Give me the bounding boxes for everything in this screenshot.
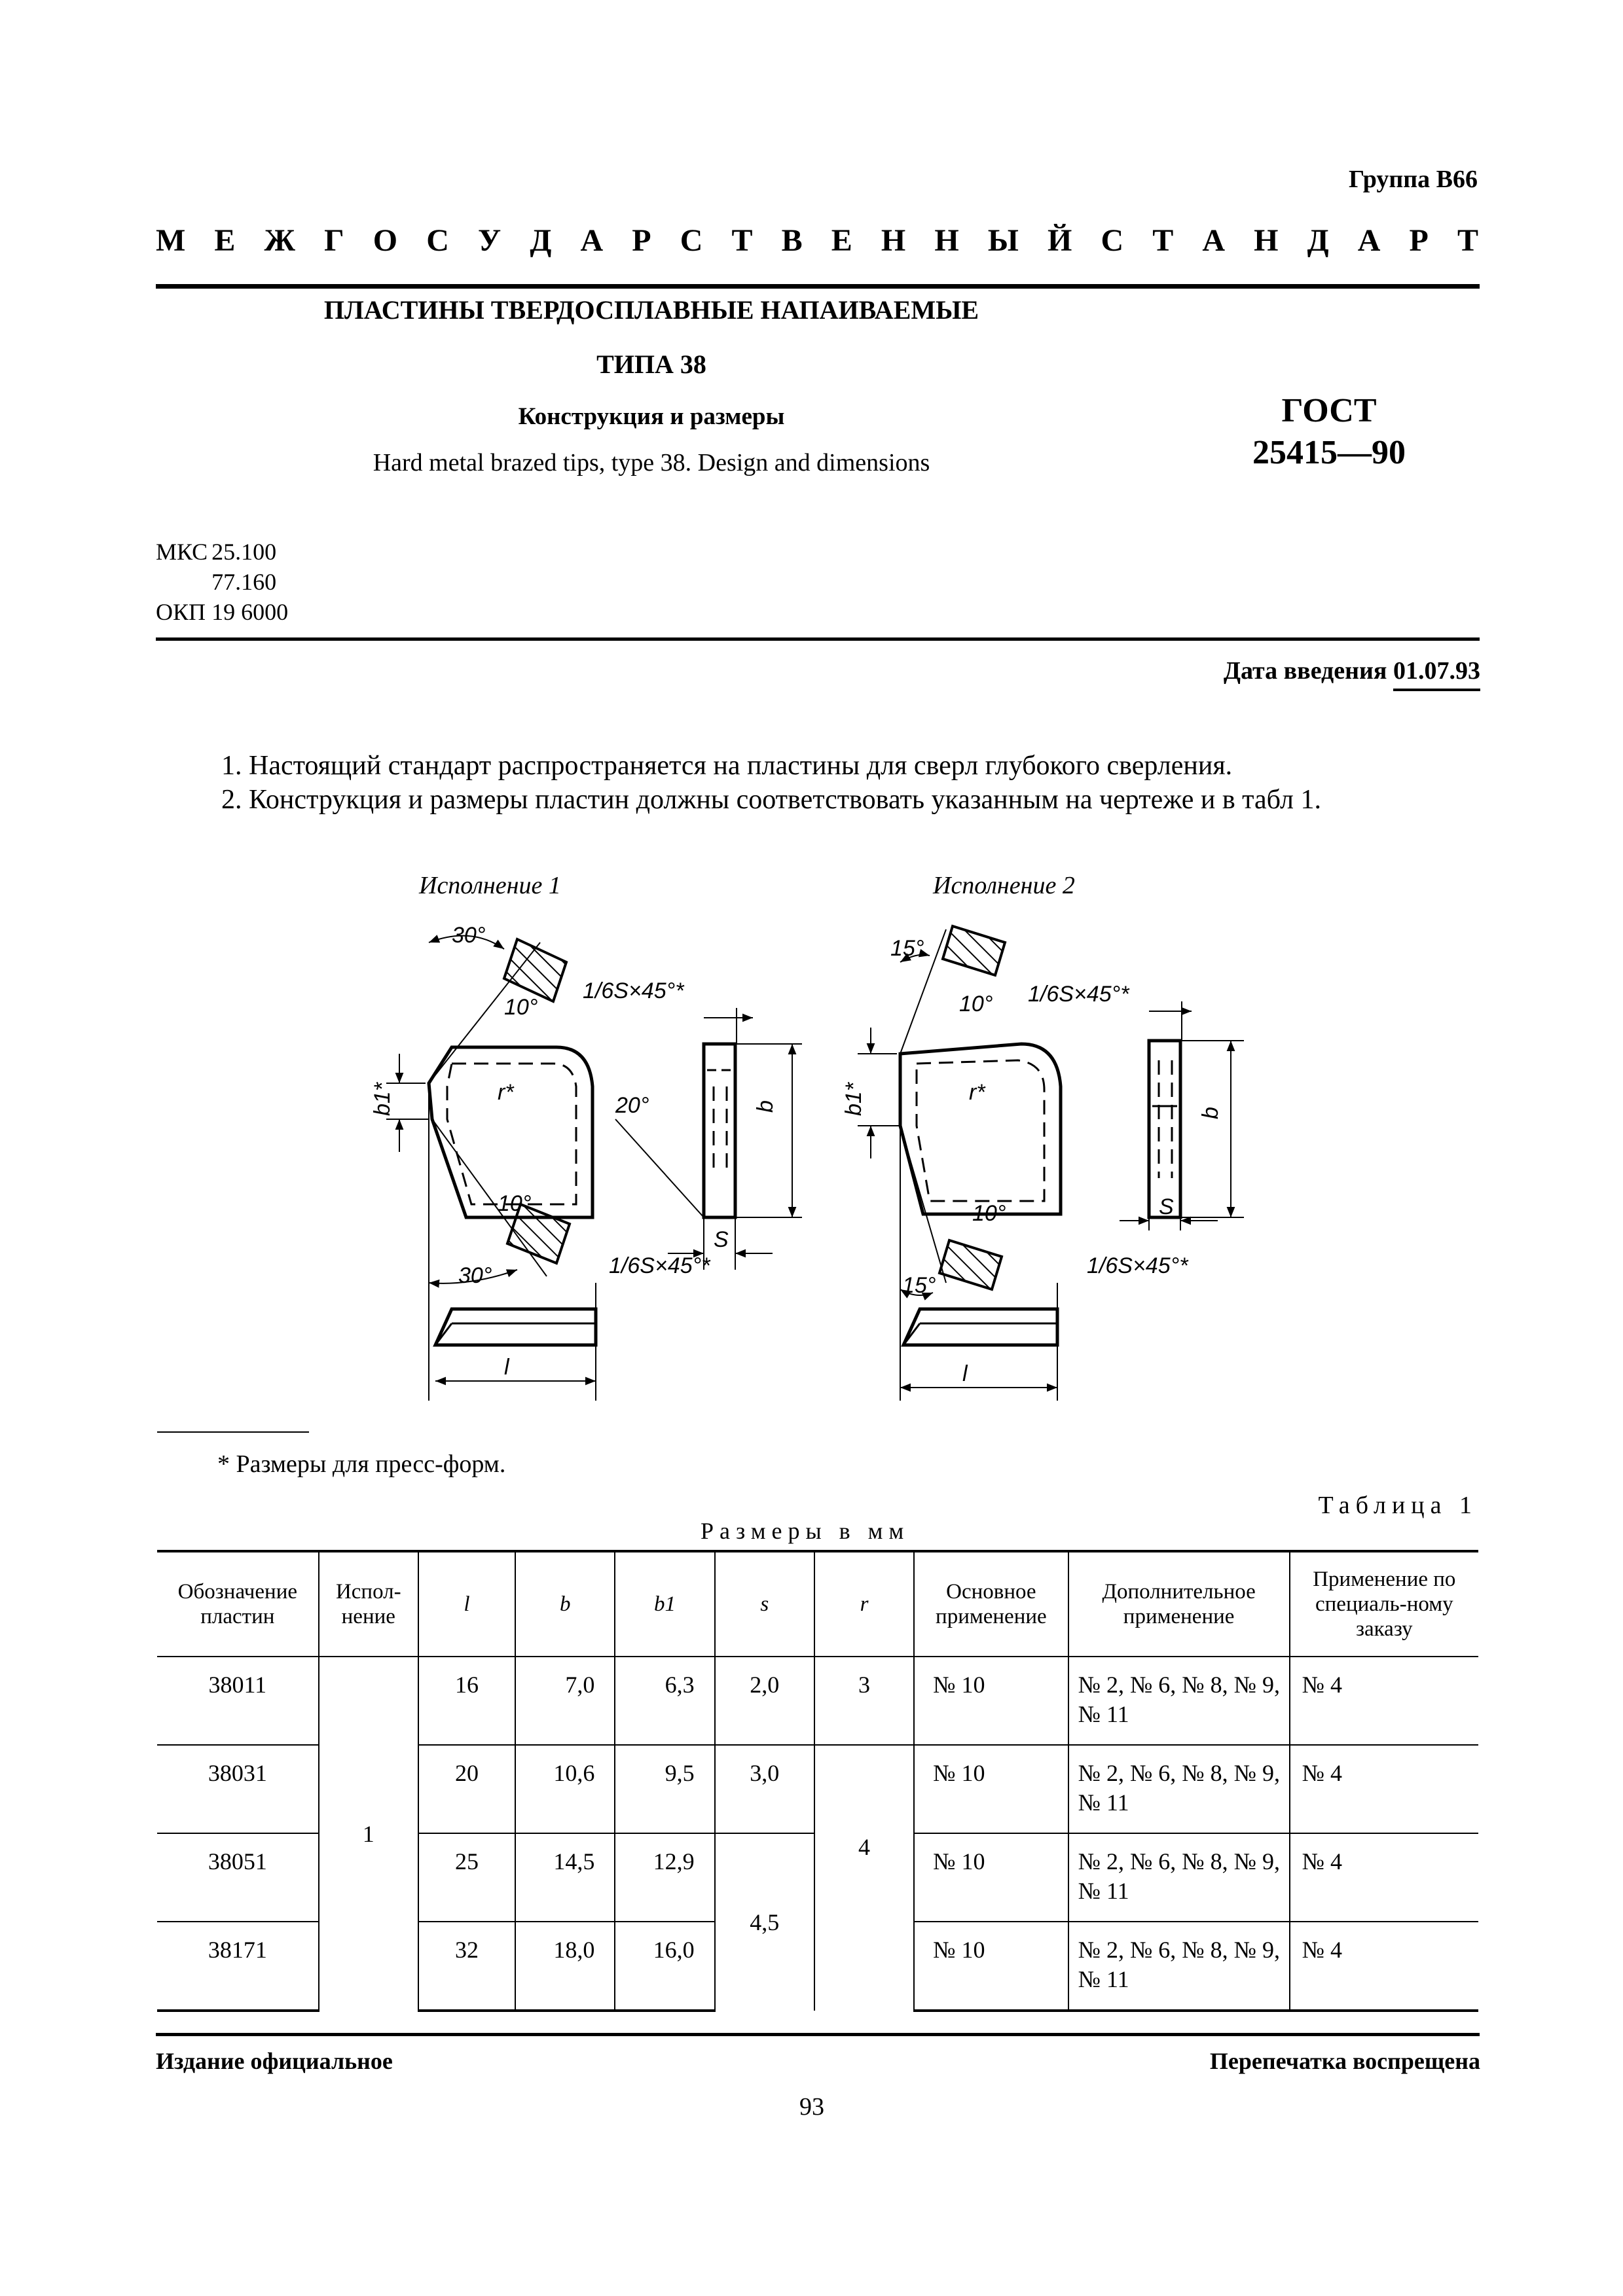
gost-code: 25415—90: [1252, 434, 1406, 471]
heading-letter: Н: [934, 223, 959, 258]
cell-extra-use: № 2, № 6, № 8, № 9, № 11: [1068, 1745, 1290, 1833]
heading-letter: Ы: [987, 223, 1019, 258]
plate-2-front-view: [903, 1309, 1057, 1345]
cell-b: 18,0: [515, 1922, 615, 2011]
heading-letter: Н: [1254, 223, 1279, 258]
heading-letter: С: [1101, 223, 1124, 258]
mks-value: 25.100: [211, 539, 277, 565]
v2-chamfer-top: 1/6S×45°*: [1028, 982, 1129, 1007]
heading-letter: А: [1202, 223, 1226, 258]
table-row: [157, 1657, 1478, 1745]
v2-b: b: [1198, 1107, 1223, 1119]
cell-main-use: № 10: [914, 1745, 1068, 1833]
table-caption: Таблица 1: [1318, 1492, 1478, 1519]
cell-s: 4,5: [715, 1833, 814, 2011]
v2-chamfer-bottom: 1/6S×45°*: [1087, 1253, 1188, 1278]
heading-letter: Т: [731, 223, 753, 258]
cell-b: 10,6: [515, 1745, 615, 1833]
cell-main-use: № 10: [914, 1657, 1068, 1745]
group-code: Группа В66: [1348, 166, 1478, 193]
table-header-row: [157, 1551, 1478, 1657]
heading-letter: Е: [831, 223, 852, 258]
footnote-rule: [157, 1431, 309, 1433]
cell-designation: 38171: [157, 1922, 319, 2011]
heading-letter: Е: [214, 223, 236, 258]
document-subtitle: Конструкция и размеры: [518, 403, 785, 430]
document-title-line2: ТИПА 38: [596, 350, 706, 379]
col-main-use: Основное применение: [914, 1551, 1068, 1657]
v2-b1: b1*: [841, 1082, 866, 1116]
cell-l: 20: [418, 1745, 515, 1833]
okp-label: ОКП: [156, 599, 206, 625]
cell-b: 7,0: [515, 1657, 615, 1745]
v2-s: S: [1159, 1194, 1174, 1219]
v2-angle-bottom: 15°: [902, 1273, 936, 1298]
heading-letter: Ж: [264, 223, 296, 258]
section-2-top: [943, 926, 1005, 975]
cell-r: [814, 1745, 914, 2011]
v1-b: b: [753, 1100, 778, 1113]
cell-b1: 16,0: [615, 1922, 714, 2011]
v1-angle-20: 20°: [615, 1093, 649, 1118]
v1-angle-10-top: 10°: [504, 995, 538, 1020]
footer-rule: [156, 2033, 1480, 2036]
okp-value: 19 6000: [211, 599, 289, 625]
cell-l: 25: [418, 1833, 515, 1922]
cell-extra-use: № 2, № 6, № 8, № 9, № 11: [1068, 1657, 1290, 1745]
document-title: ПЛАСТИНЫ ТВЕРДОСПЛАВНЫЕ НАПАИВАЕМЫЕ: [323, 295, 979, 325]
paragraph-1: 1. Настоящий стандарт распространяется на пластины для сверл глубокого сверления.: [221, 751, 1233, 781]
cell-l: 32: [418, 1922, 515, 2011]
cell-r: 3: [814, 1657, 914, 1745]
heading-letter: Н: [881, 223, 906, 258]
col-s: s: [715, 1551, 814, 1657]
cell-designation: 38051: [157, 1833, 319, 1922]
col-variant: Испол-нение: [319, 1551, 418, 1657]
v1-angle-top: 30°: [452, 923, 486, 948]
cell-r-value: 4: [858, 1834, 870, 1860]
cell-special-use: № 4: [1290, 1745, 1478, 1833]
heading-letter: В: [781, 223, 803, 258]
mks-label: МКС: [156, 539, 208, 565]
english-title: Hard metal brazed tips, type 38. Design and dimensions: [373, 449, 930, 476]
variant-1-label: Исполнение 1: [419, 872, 561, 899]
v1-angle-bottom: 30°: [458, 1263, 492, 1288]
v2-angle-top: 15°: [890, 936, 924, 961]
plate-1-front-view: [435, 1309, 596, 1345]
cell-main-use: № 10: [914, 1922, 1068, 2011]
heading-letter: Д: [1307, 223, 1329, 258]
page-number: 93: [799, 2093, 824, 2121]
heading-letter: У: [478, 223, 501, 258]
heading-letter: С: [426, 223, 449, 258]
v1-s: S: [714, 1227, 729, 1252]
heading-letter: О: [373, 223, 398, 258]
v1-r: r*: [498, 1080, 514, 1105]
heading-letter: Д: [530, 223, 552, 258]
cell-b1: 9,5: [615, 1745, 714, 1833]
cell-variant: 1: [319, 1657, 418, 2011]
reprint-note: Перепечатка воспрещена: [1209, 2048, 1480, 2074]
v2-angle-10-top: 10°: [959, 992, 993, 1016]
effective-date-value: 01.07.93: [1393, 657, 1480, 691]
gost-label: ГОСТ: [1281, 392, 1377, 429]
cell-b1: 12,9: [615, 1833, 714, 1922]
heading-letter: Р: [632, 223, 651, 258]
mks-value: 77.160: [211, 569, 277, 595]
heading-letter: Т: [1152, 223, 1174, 258]
footnote: * Размеры для пресс-форм.: [217, 1450, 506, 1478]
heading-letter: А: [1357, 223, 1381, 258]
variant-2-label: Исполнение 2: [933, 872, 1075, 899]
col-designation: Обозначение пластин: [157, 1551, 319, 1657]
v1-chamfer-bottom: 1/6S×45°*: [609, 1253, 710, 1278]
dimensions-table: [157, 1550, 1478, 2012]
table-units: Размеры в мм: [701, 1518, 910, 1544]
cell-special-use: № 4: [1290, 1922, 1478, 2011]
v2-l: l: [962, 1361, 968, 1386]
cell-designation: 38031: [157, 1745, 319, 1833]
col-b: b: [515, 1551, 615, 1657]
cell-s: 3,0: [715, 1745, 814, 1833]
edition-note: Издание официальное: [156, 2048, 393, 2074]
v1-angle-10-bottom: 10°: [498, 1191, 532, 1216]
cell-main-use: № 10: [914, 1833, 1068, 1922]
heading-letter: Т: [1457, 223, 1478, 258]
col-l: l: [418, 1551, 515, 1657]
v1-chamfer-top: 1/6S×45°*: [583, 978, 684, 1003]
cell-extra-use: № 2, № 6, № 8, № 9, № 11: [1068, 1922, 1290, 2011]
heading-letter: Г: [324, 223, 344, 258]
paragraph-2: 2. Конструкция и размеры пластин должны соответствовать указанным на чертеже и в табл 1.: [221, 785, 1321, 815]
col-b1: b1: [615, 1551, 714, 1657]
heading-letter: М: [156, 223, 186, 258]
cell-special-use: № 4: [1290, 1657, 1478, 1745]
v1-l: l: [504, 1355, 509, 1380]
cell-b1: 6,3: [615, 1657, 714, 1745]
plate-1-side-view: [704, 1044, 735, 1217]
col-extra-use: Дополнительное применение: [1068, 1551, 1290, 1657]
col-r: r: [814, 1551, 914, 1657]
heading-letter: Р: [1409, 223, 1429, 258]
effective-date-label: Дата введения: [1223, 657, 1387, 685]
cell-extra-use: № 2, № 6, № 8, № 9, № 11: [1068, 1833, 1290, 1922]
plate-2-side-view: [1149, 1041, 1180, 1217]
cell-l: 16: [418, 1657, 515, 1745]
cell-special-use: № 4: [1290, 1833, 1478, 1922]
section-2-bottom: [939, 1240, 1002, 1289]
cell-designation: 38011: [157, 1657, 319, 1745]
cell-s: 2,0: [715, 1657, 814, 1745]
col-special-use: Применение по специаль-ному заказу: [1290, 1551, 1478, 1657]
heading-letter: С: [680, 223, 703, 258]
heading-letter: А: [580, 223, 604, 258]
cell-b: 14,5: [515, 1833, 615, 1922]
v2-angle-10-bottom: 10°: [972, 1201, 1006, 1226]
heading-letter: Й: [1048, 223, 1072, 258]
v2-r: r*: [969, 1080, 985, 1105]
v1-b1: b1*: [370, 1082, 395, 1116]
